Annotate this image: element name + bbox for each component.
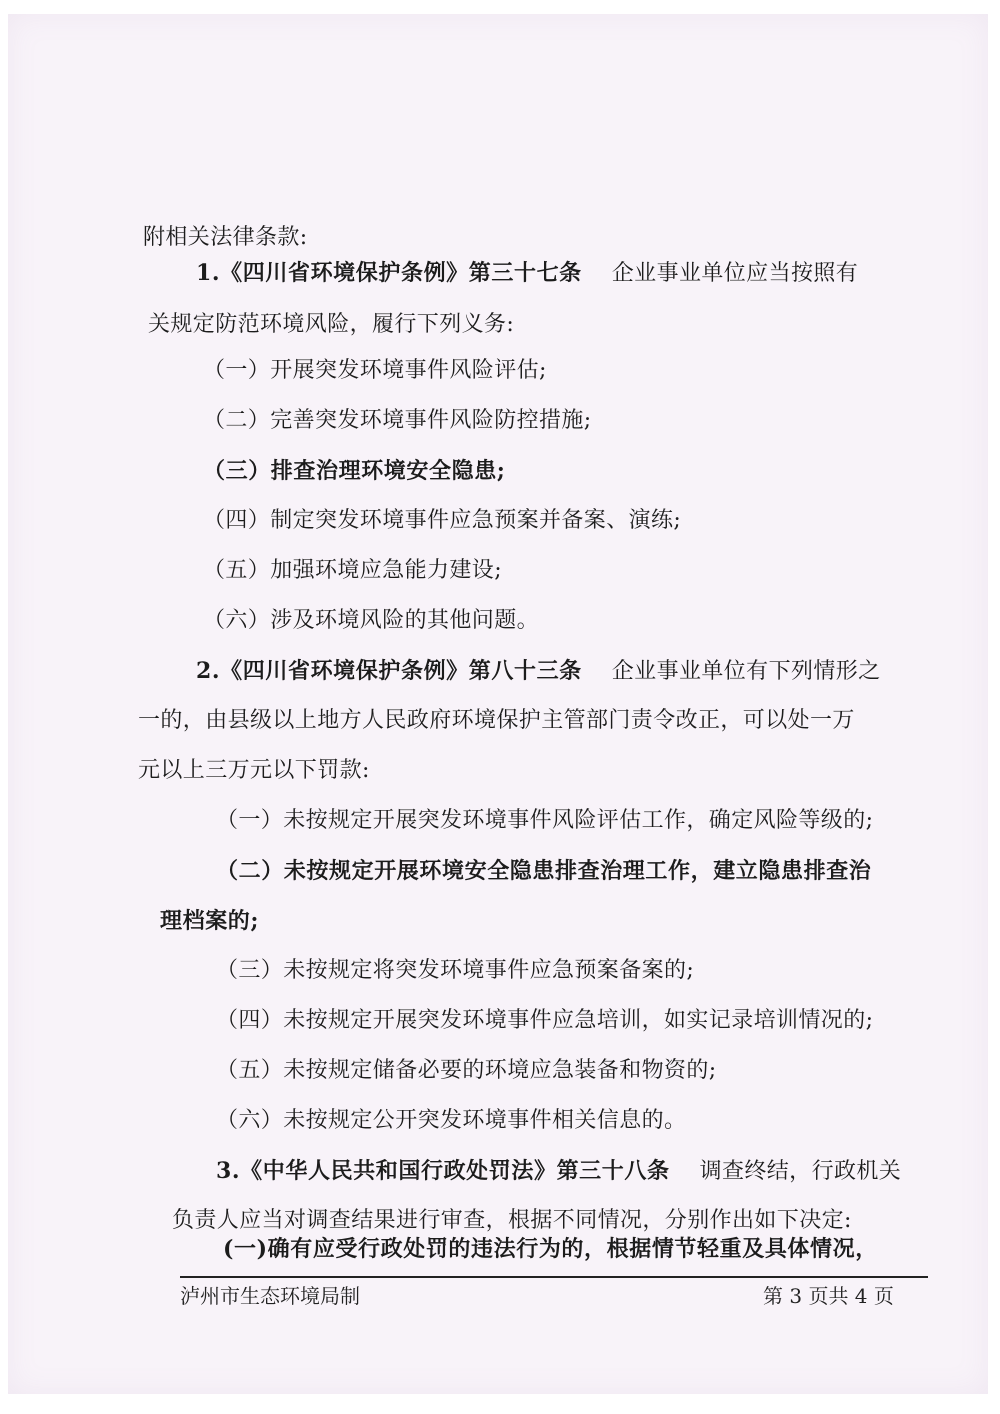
law3-heading	[216, 1156, 901, 1187]
law2-heading	[196, 656, 881, 687]
law2-item-6: （六）未按规定公开突发环境事件相关信息的。	[216, 1108, 687, 1133]
law2-item-5: （五）未按规定储备必要的环境应急装备和物资的;	[216, 1058, 717, 1083]
law1-text-a: 企业事业单位应当按照有	[611, 261, 859, 286]
law1-text-b: 关规定防范环境风险，履行下列义务:	[148, 312, 515, 337]
law3-item-1a: (一)确有应受行政处罚的违法行为的，根据情节轻重及具体情况，	[223, 1236, 878, 1262]
law2-title: 2.《四川省环境保护条例》第八十三条	[196, 658, 582, 684]
law2-item-2b: 理档案的;	[160, 908, 260, 934]
law1-item-1: （一）开展突发环境事件风险评估;	[203, 358, 547, 383]
law2-item-4: （四）未按规定开展突发环境事件应急培训，如实记录培训情况的;	[216, 1008, 874, 1033]
law1-item-3: （三）排查治理环境安全隐患;	[203, 458, 506, 484]
law1-item-5: （五）加强环境应急能力建设;	[203, 558, 503, 583]
intro-line: 附相关法律条款:	[143, 225, 308, 250]
law3-text-a: 调查终结，行政机关	[699, 1159, 902, 1184]
law2-item-2a: （二）未按规定开展环境安全隐患排查治理工作，建立隐患排查治	[216, 858, 872, 884]
law1-item-4: （四）制定突发环境事件应急预案并备案、演练;	[203, 508, 682, 533]
law2-item-1: （一）未按规定开展突发环境事件风险评估工作，确定风险等级的;	[216, 808, 874, 833]
law3-text-b: 负责人应当对调查结果进行审查，根据不同情况，分别作出如下决定:	[172, 1208, 852, 1233]
footer-page-number: 第 3 页共 4 页	[763, 1284, 894, 1308]
footer-issuer: 泸州市生态环境局制	[180, 1284, 360, 1308]
law2-text-c: 元以上三万元以下罚款:	[138, 758, 370, 783]
law2-text-a: 企业事业单位有下列情形之	[611, 659, 881, 684]
law2-text-b: 一的，由县级以上地方人民政府环境保护主管部门责令改正，可以处一万	[138, 708, 855, 733]
law1-item-6: （六）涉及环境风险的其他问题。	[203, 608, 540, 633]
footer-rule	[180, 1276, 928, 1278]
law1-heading	[196, 258, 858, 289]
law2-item-3: （三）未按规定将突发环境事件应急预案备案的;	[216, 958, 695, 983]
law3-title: 3.《中华人民共和国行政处罚法》第三十八条	[216, 1158, 670, 1184]
law1-title: 1.《四川省环境保护条例》第三十七条	[196, 260, 582, 286]
law1-item-2: （二）完善突发环境事件风险防控措施;	[203, 408, 592, 433]
document-page	[8, 14, 988, 1394]
